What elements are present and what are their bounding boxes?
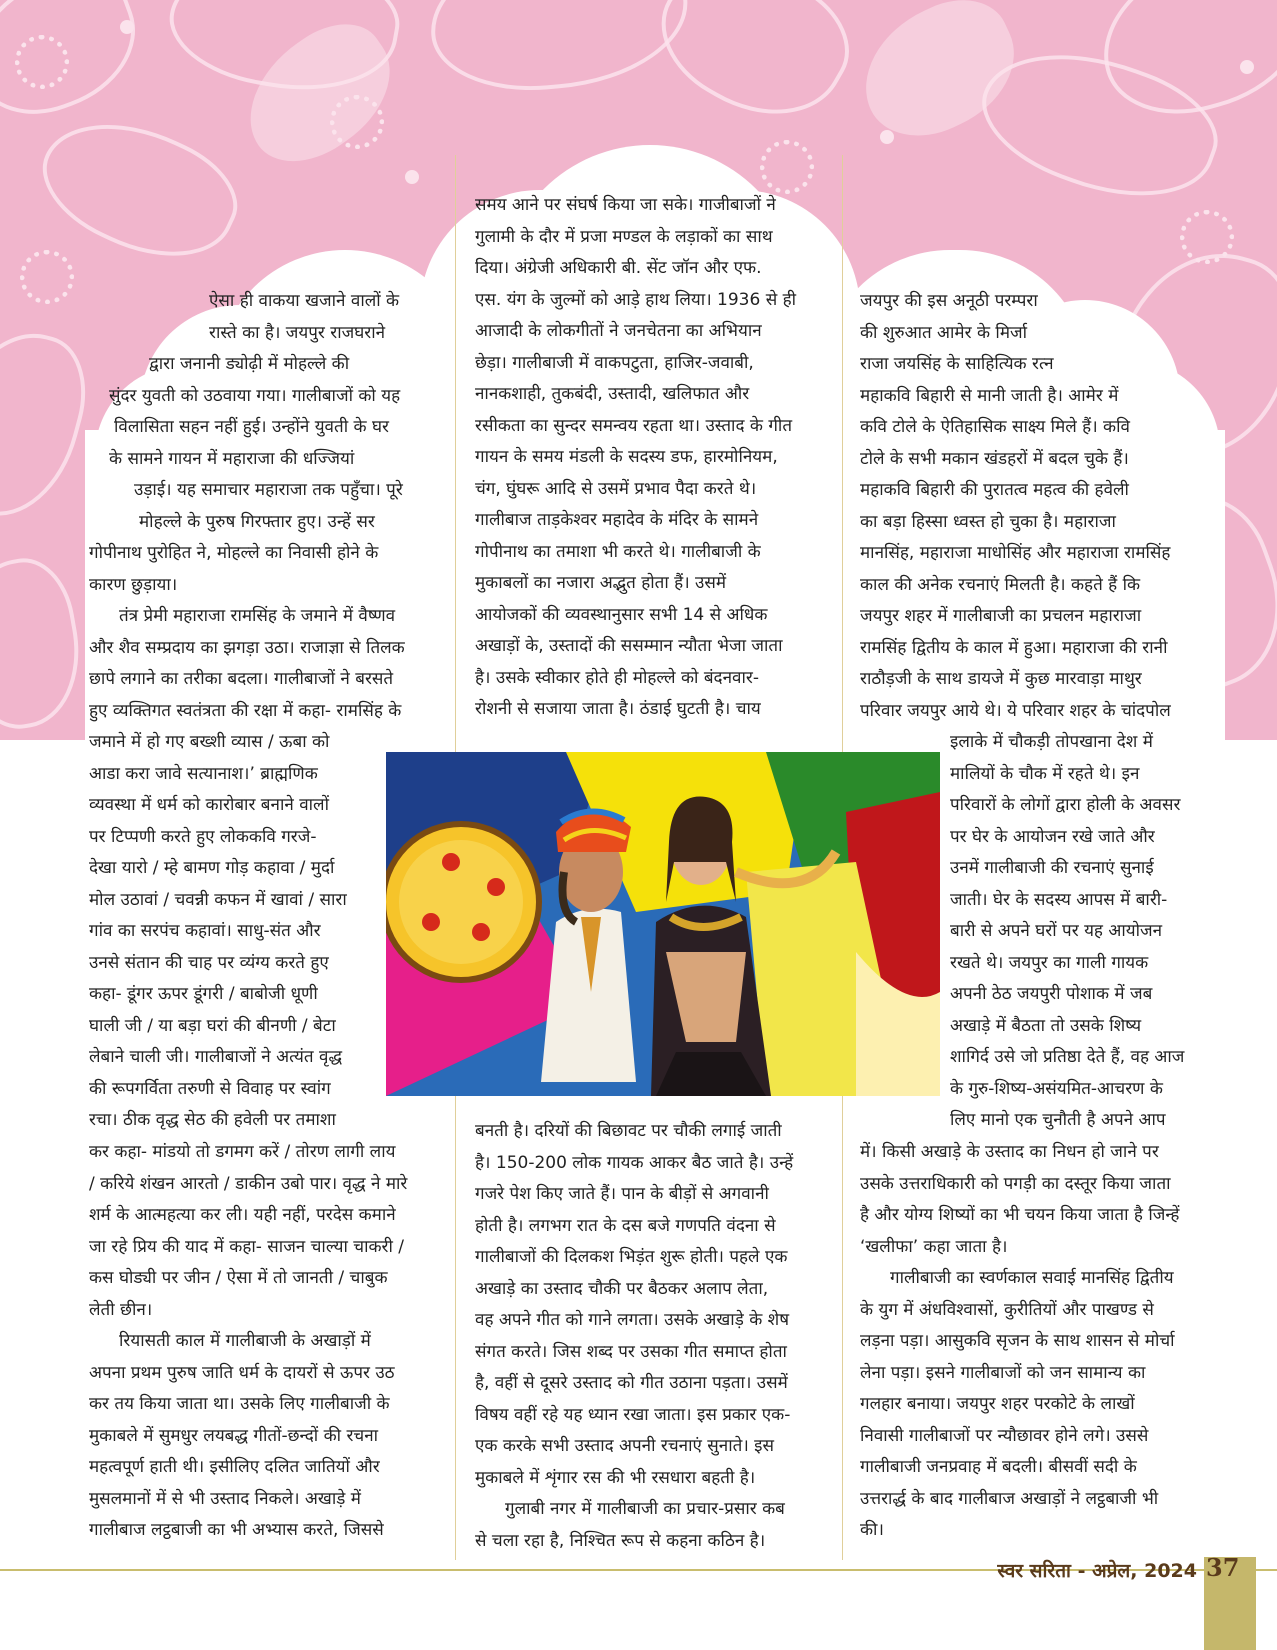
column-3-top: जयपुर की इस अनूठी परम्परा की शुरुआत आमेर के मिर्जा राजा जयसिंह के साहित्यिक रत्न महाकवि बिहारी से मानी जाती है। आमेर में कवि टोले के ऐतिहासिक साक्ष्य मिले हैं। कवि टोले के सभी मकान खंडहरों में बदल चुके हैं। महाकवि बिहारी की पुरातत्व महत्व की हवेली का बड़ा हिस्सा ध्वस्त हो चुका है। महाराजा मानसिंह, महाराजा माधोसिंह और महाराजा रामसिंह काल की अनेक रचनाएं मिलती है। कहते हैं कि जयपुर शहर में गालीबाजी का प्रचलन महाराजा रामसिंह द्वितीय के काल में हुआ। महाराजा की रानी राठौड़जी के साथ डायजे में कुछ मारवाड़ा माथुर परिवार जयपुर आये थे। ये परिवार शहर के चांदपोल bbox=[860, 291, 1171, 721]
column-3-mid: इलाके में चौकड़ी तोपखाना देश में मालियों के चौक में रहते थे। इन परिवारों के लोगों द्वारा होली के अवसर पर घेर के आयोजन रखे जाते और उनमें गालीबाजी की रचनाएं सुनाई जाती। घेर के सदस्य आपस में बारी- बारी से अपने घरों पर यह आयोजन रखते थे। जयपुर का गाली गायक अपनी ठेठ जयपुरी पोशाक में जब अखाड़े में बैठता तो उसके शिष्य शागिर्द उसे जो प्रतिष्ठा देते हैं, वह आज के गुरु-शिष्य-असंयमित-आचरण के लिए मानो एक चुनौती है अपने आप bbox=[950, 732, 1185, 1130]
paragraph: गालीबाजी का स्वर्णकाल सवाई मानसिंह द्वितीय के युग में अंधविश्वासों, कुरीतियों और पाखण्ड से लड़ना पड़ा। आसुकवि सृजन के साथ शासन से मोर्चा लेना पड़ा। इसने गालीबाजों को जन सामान्य का गलहार बनाया। जयपुर शहर परकोटे के लाखों निवासी गालीबाजों पर न्यौछावर होने लगे। उससे गालीबाजी जनप्रवाह में बदली। बीसवीं सदी के उत्तरार्द्ध के बाद गालीबाज अखाड़ों ने लट्ठबाजी भी की। bbox=[860, 1268, 1175, 1540]
holi-dancers-photo bbox=[386, 752, 940, 1096]
paragraph: रियासती काल में गालीबाजी के अखाड़ों में अपना प्रथम पुरुष जाति धर्म के दायरों से ऊपर उठ कर तय किया जाता था। उसके लिए गालीबाजी के मुकाबले में सुमधुर लयबद्ध गीतों-छन्दों की रचना महत्वपूर्ण हाती थी। इसीलिए दलित जातियों और मुसलमानों में से भी उस्ताद निकले। अखाड़े में गालीबाज लट्ठबाजी का भी अभ्यास करते, जिससे bbox=[89, 1331, 395, 1540]
column-2-top: समय आने पर संघर्ष किया जा सके। गाजीबाजों ने गुलामी के दौर में प्रजा मण्डल के लड़ाकों का साथ दिया। अंग्रेजी अधिकारी बी. सेंट जॉन और एफ. एस. यंग के जुल्मों को आड़े हाथ लिया। 1936 से ही आजादी के लोकगीतों ने जनचेतना का अभियान छेड़ा। गालीबाजी में वाकपटुता, हाजिर-जवाबी, नानकशाही, तुकबंदी, उस्तादी, खलिफात और रसीकता का सुन्दर समन्वय रहता था। उस्ताद के गीत गायन के समय मंडली के सदस्य डफ, हारमोनियम, चंग, घुंघरू आदि से उसमें प्रभाव पैदा करते थे। गालीबाज ताड़केश्वर महादेव के मंदिर के सामने गोपीनाथ का तमाशा भी करते थे। गालीबाजी के मुकाबलों का नजारा अद्भुत होता हैं। उसमें आयोजकों की व्यवस्थानुसार सभी 14 से अधिक अखाड़ों के, उस्तादों की ससम्मान न्यौता भेजा जाता है। उसके स्वीकार होते ही मोहल्ले को बंदनवार- रोशनी से सजाया जाता है। ठंडाई घुटती है। चाय bbox=[475, 195, 797, 719]
column-1-mid: जमाने में हो गए बख्शी व्यास / ऊबा को आडा करा जावे सत्यानाश।’ ब्राह्मणिक व्यवस्था में धर्म को कारोबार बनाने वालों पर टिप्पणी करते हुए लोककवि गरजे- देखा यारो / म्हे बामण गोड़ कहावा / मुर्दा मोल उठावां / चवन्नी कफन में खावां / सारा गांव का सरपंच कहावां। साधु-संत और उनसे संतान की चाह पर व्यंग्य करते हुए कहा- डूंगर ऊपर डूंगरी / बाबोजी धूणी घाली जी / या बड़ा घरां की बीनणी / बेटा लेबाने चाली जी। गालीबाजों ने अत्यंत वृद्ध की रूपगर्विता तरुणी से विवाह पर स्वांग रचा। ठीक वृद्ध सेठ की हवेली पर तमाशा bbox=[89, 732, 347, 1130]
paragraph: तंत्र प्रेमी महाराजा रामसिंह के जमाने में वैष्णव और शैव सम्प्रदाय का झगड़ा उठा। राजाज्ञा से तिलक छापे लगाने का तरीका बदला। गालीबाजों ने बरसते हुए व्यक्तिगत स्वतंत्रता की रक्षा में कहा- रामसिंह के bbox=[89, 606, 405, 721]
paragraph: ऐसा ही वाकया खजाने वालों के रास्ते का है। जयपुर राजघराने द्वारा जनानी ड्योढ़ी में मोहल्ले की सुंदर युवती को उठवाया गया। गालीबाजों को यह विलासिता सहन नहीं हुई। उन्होंने युवती के घर के सामने गायन में महाराजा की धज्जियां उड़ाई। यह समाचार महाराजा तक पहुँचा। पूरे मोहल्ले के पुरुष गिरफ्तार हुए। उन्हें सर गोपीनाथ पुरोहित ने, मोहल्ले का निवासी होने के कारण छुड़ाया। bbox=[89, 291, 403, 595]
column-2-bottom: बनती है। दरियों की बिछावट पर चौकी लगाई जाती है। 150-200 लोक गायक आकर बैठ जाते है। उन्हें गजरे पेश किए जाते हैं। पान के बीड़ों से अगवानी होती है। लगभग रात के दस बजे गणपति वंदना से गालीबाजों की दिलकश भिड़ंत शुरू होती। पहले एक अखाड़े का उस्ताद चौकी पर बैठकर अलाप लेता, वह अपने गीत को गाने लगता। उसके अखाड़े के शेष संगत करते। जिस शब्द पर उसका गीत समाप्त होता है, वहीं से दूसरे उस्ताद को गीत उठाना पड़ता। उसमें विषय वहीं रहे यह ध्यान रखा जाता। इस प्रकार एक- एक करके सभी उस्ताद अपनी रचनाएं सुनाते। इस मुकाबले में शृंगार रस की भी रसधारा बहती है। गुलाबी नगर में गालीबाजी का प्रचार-प्रसार कब से चला रहा है, निश्चित रूप से कहना कठिन है। bbox=[475, 1116, 822, 1557]
page-number: 37 bbox=[1206, 1553, 1240, 1582]
publication-footer: स्वर सरिता - अप्रेल, 2024 bbox=[997, 1560, 1197, 1582]
paragraph: गुलाबी नगर में गालीबाजी का प्रचार-प्रसार कब से चला रहा है, निश्चित रूप से कहना कठिन है। bbox=[475, 1499, 785, 1551]
column-3-bottom: में। किसी अखाड़े के उस्ताद का निधन हो जाने पर उसके उत्तराधिकारी को पगड़ी का दस्तूर किया जाता है और योग्य शिष्यों का भी चयन किया जाता है जिन्हें ‘खलीफा’ कहा जाता है। गालीबाजी का स्वर्णकाल सवाई मानसिंह द्वितीय के युग में अंधविश्वासों, कुरीतियों और पाखण्ड से लड़ना पड़ा। आसुकवि सृजन के साथ शासन से मोर्चा लेना पड़ा। इसने गालीबाजों को जन सामान्य का गलहार बनाया। जयपुर शहर परकोटे के लाखों निवासी गालीबाजों पर न्यौछावर होने लगे। उससे गालीबाजी जनप्रवाह में बदली। बीसवीं सदी के उत्तरार्द्ध के बाद गालीबाज अखाड़ों ने लट्ठबाजी भी की। bbox=[860, 1137, 1207, 1547]
column-1-bottom: कर कहा- मांडयो तो डगमग करें / तोरण लागी लाय / करिये शंखन आरतो / डाकीन उबो पार। वृद्ध ने मारे शर्म के आत्महत्या कर ली। यही नहीं, परदेस कमाने जा रहे प्रिय की याद में कहा- साजन चाल्या चाकरी / कस घोड्यी पर जीन / ऐसा में तो जानती / चाबुक लेती छीन। रियासती काल में गालीबाजी के अखाड़ों में अपना प्रथम पुरुष जाति धर्म के दायरों से ऊपर उठ कर तय किया जाता था। उसके लिए गालीबाजी के मुकाबले में सुमधुर लयबद्ध गीतों-छन्दों की रचना महत्वपूर्ण हाती थी। इसीलिए दलित जातियों और मुसलमानों में से भी उस्ताद निकले। अखाड़े में गालीबाज लट्ठबाजी का भी अभ्यास करते, जिससे bbox=[89, 1137, 436, 1547]
column-1-top bbox=[89, 286, 436, 727]
